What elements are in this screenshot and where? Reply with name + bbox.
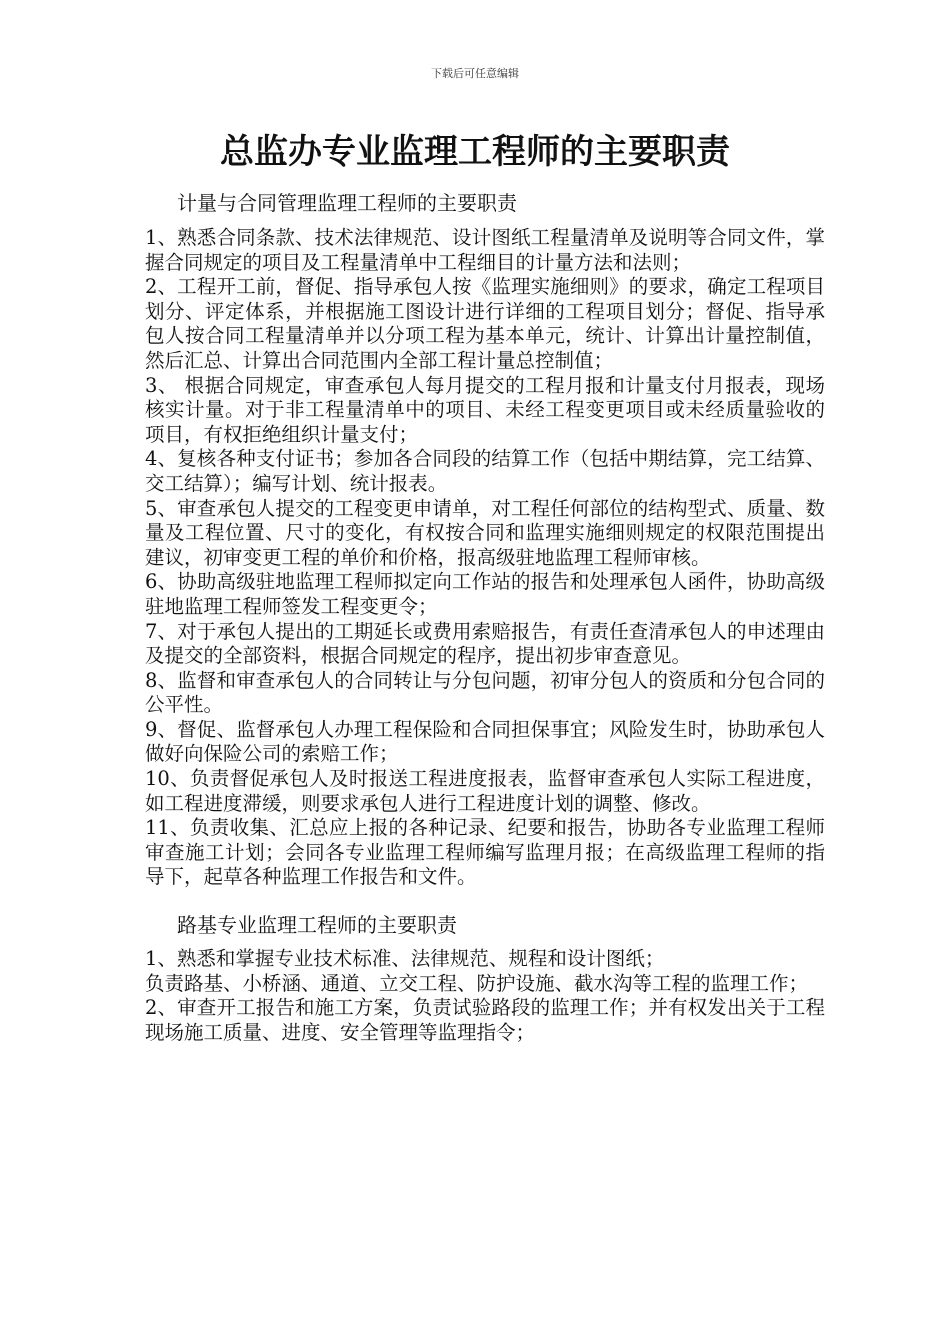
paragraph: 5、审查承包人提交的工程变更申请单，对工程任何部位的结构型式、质量、数量及工程位置、尺寸的变化，有权按合同和监理实施细则规定的权限范围提出建议，初审变更工程的单价和价格，报高级驻地监理工程师审核。 bbox=[145, 496, 825, 569]
paragraph: 4、复核各种支付证书；参加各合同段的结算工作（包括中期结算，完工结算、交工结算）；编写计划、统计报表。 bbox=[145, 447, 825, 495]
document-body bbox=[145, 190, 825, 1045]
section-metering-contract bbox=[145, 190, 825, 890]
paragraph: 9、督促、监督承包人办理工程保险和合同担保事宜；风险发生时，协助承包人做好向保险公司的索赔工作； bbox=[145, 717, 825, 766]
section-heading: 路基专业监理工程师的主要职责 bbox=[177, 913, 457, 938]
paragraph: 3、 根据合同规定，审查承包人每月提交的工程月报和计量支付月报表，现场核实计量。对于非工程量清单中的项目、未经工程变更项目或未经质量验收的项目，有权拒绝组织计量支付； bbox=[145, 373, 825, 446]
paragraph: 10、负责督促承包人及时报送工程进度报表，监督审查承包人实际工程进度，如工程进度滞缓，则要求承包人进行工程进度计划的调整、修改。 bbox=[145, 767, 825, 815]
paragraph: 1、熟悉和掌握专业技术标准、法律规范、规程和设计图纸； bbox=[145, 947, 665, 971]
paragraph: 8、监督和审查承包人的合同转让与分包问题，初审分包人的资质和分包合同的公平性。 bbox=[145, 668, 825, 717]
paragraph: 6、协助高级驻地监理工程师拟定向工作站的报告和处理承包人函件，协助高级驻地监理工程师签发工程变更令； bbox=[145, 570, 825, 618]
section-heading: 计量与合同管理监理工程师的主要职责 bbox=[177, 191, 517, 215]
paragraph: 11、负责收集、汇总应上报的各种记录、纪要和报告，协助各专业监理工程师审查施工计划；会同各专业监理工程师编写监理月报；在高级监理工程师的指导下，起草各种监理工作报告和文件。 bbox=[145, 816, 825, 889]
paragraph: 负责路基、小桥涵、通道、立交工程、防护设施、截水沟等工程的监理工作； bbox=[145, 971, 809, 995]
paragraph: 2、工程开工前，督促、指导承包人按《监理实施细则》的要求，确定工程项目划分、评定体系，并根据施工图设计进行详细的工程项目划分；督促、指导承包人按合同工程量清单并以分项工程为基本单元，统计、计算出计量控制值，然后汇总、计算出合同范围内全部工程计量总控制值； bbox=[145, 275, 825, 372]
paragraph: 2、审查开工报告和施工方案，负责试验路段的监理工作；并有权发出关于工程现场施工质量、进度、安全管理等监理指令； bbox=[145, 996, 825, 1044]
section-subgrade bbox=[145, 912, 825, 1045]
document-title: 总监办专业监理工程师的主要职责 bbox=[220, 132, 730, 172]
header-note: 下载后可任意编辑 bbox=[431, 67, 519, 80]
paragraph: 7、对于承包人提出的工期延长或费用索赔报告，有责任查清承包人的申述理由及提交的全部资料，根据合同规定的程序，提出初步审查意见。 bbox=[145, 619, 825, 668]
paragraph: 1、熟悉合同条款、技术法律规范、设计图纸工程量清单及说明等合同文件，掌握合同规定的项目及工程量清单中工程细目的计量方法和法则； bbox=[145, 226, 825, 274]
